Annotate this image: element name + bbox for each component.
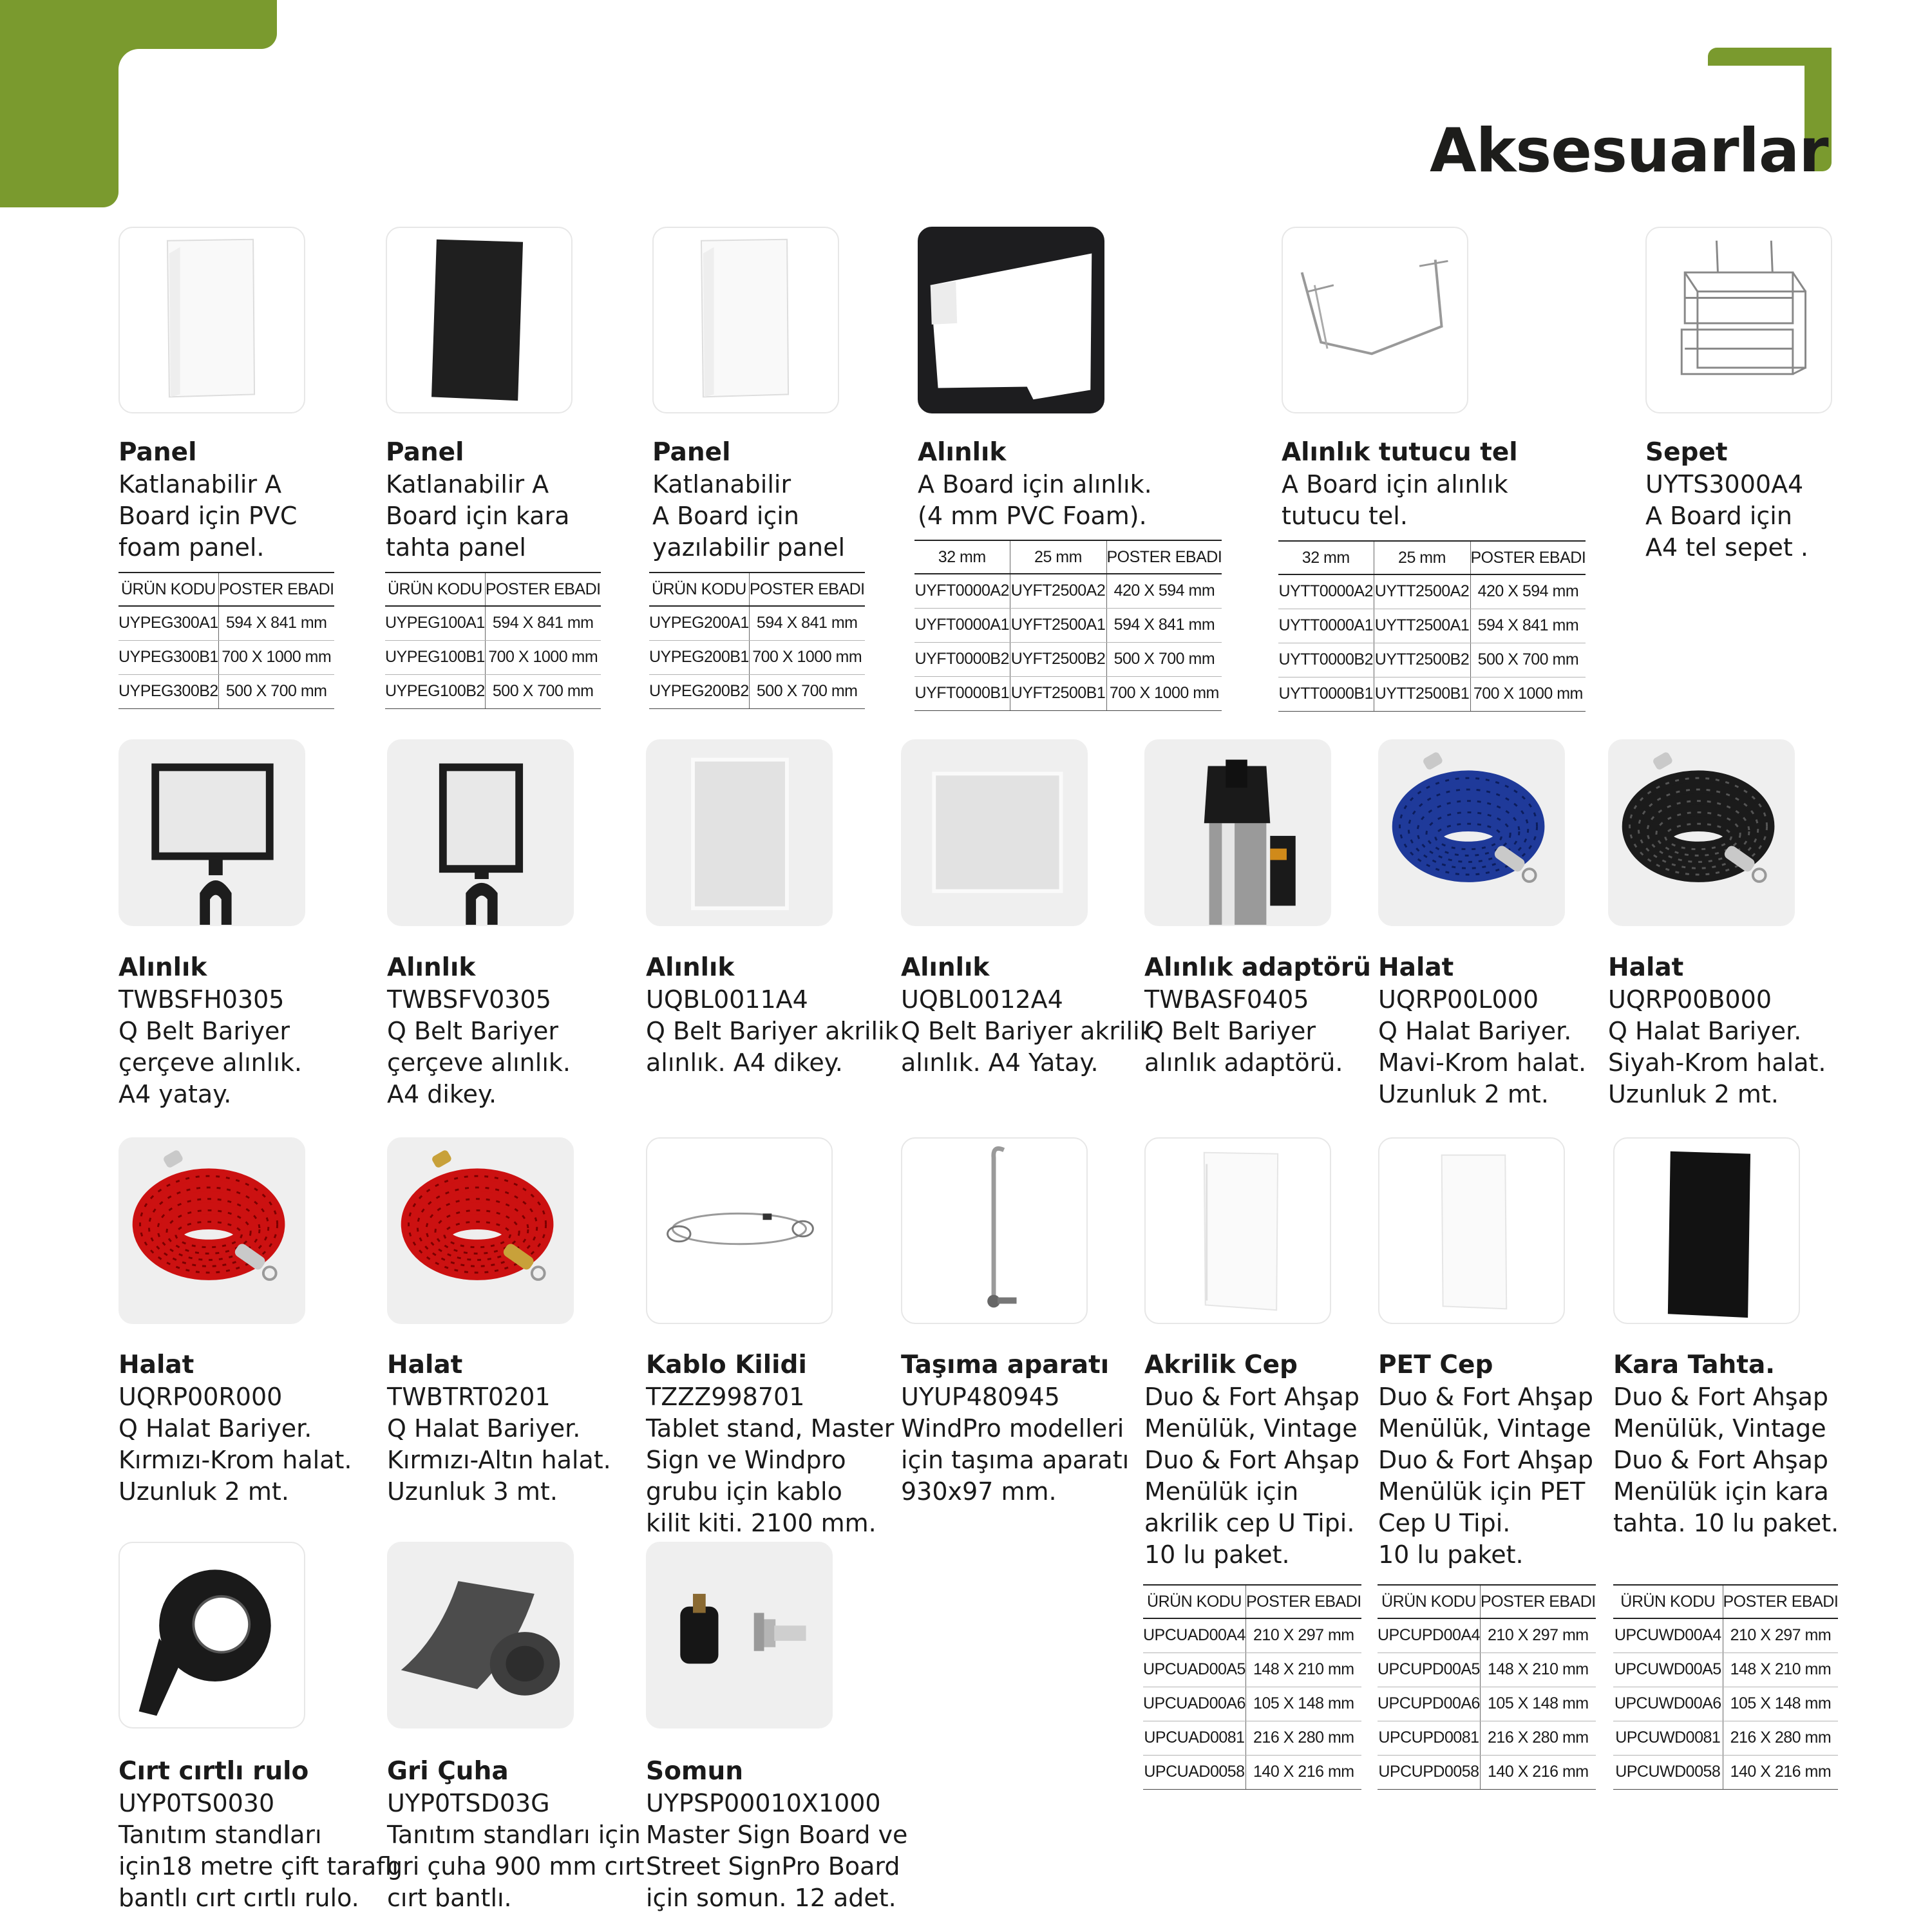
spec-table bbox=[118, 572, 334, 709]
table-cell: UYTT2500A1 bbox=[1374, 609, 1470, 643]
table-cell: UYFT0000B1 bbox=[914, 676, 1010, 710]
table-cell: 500 X 700 mm bbox=[1106, 642, 1222, 676]
product-text-line: Duo & Fort Ahşap bbox=[1378, 1446, 1594, 1474]
table-cell: UPCUWD0081 bbox=[1613, 1721, 1723, 1755]
table-row bbox=[118, 606, 334, 640]
table-cell: UPCUPD0081 bbox=[1378, 1721, 1480, 1755]
table-cell: 216 X 280 mm bbox=[1245, 1721, 1361, 1755]
black-panel-icon bbox=[386, 227, 573, 413]
table-cell: UPCUAD0058 bbox=[1143, 1755, 1245, 1789]
table-cell: 500 X 700 mm bbox=[218, 674, 334, 708]
table-cell: 594 X 841 mm bbox=[218, 606, 334, 640]
product-text-line: Tanıtım standları bbox=[118, 1821, 322, 1849]
product-text-line: Board için PVC bbox=[118, 502, 298, 530]
table-cell: UYFT0000A1 bbox=[914, 608, 1010, 642]
table-cell: UYPEG100A1 bbox=[385, 606, 485, 640]
product-text-line: Menülük, Vintage bbox=[1613, 1414, 1826, 1443]
table-row bbox=[385, 674, 601, 708]
table-cell: 105 X 148 mm bbox=[1480, 1687, 1595, 1721]
white-panel-icon bbox=[652, 227, 839, 413]
table-cell: UYFT2500A2 bbox=[1010, 574, 1106, 608]
table-cell: UYTT0000B1 bbox=[1278, 677, 1374, 711]
product-code: UQRP00R000 bbox=[118, 1383, 283, 1411]
header-board-icon bbox=[918, 227, 1104, 413]
table-row bbox=[1378, 1721, 1596, 1755]
velcro-roll-icon bbox=[118, 1542, 305, 1728]
product-description bbox=[918, 437, 1150, 532]
table-row bbox=[1278, 574, 1586, 609]
product-name: Alınlık bbox=[918, 438, 1007, 467]
table-cell: UYTT2500A2 bbox=[1374, 574, 1470, 609]
product-code: UYUP480945 bbox=[901, 1383, 1060, 1411]
product-name: Somun bbox=[646, 1757, 744, 1786]
table-header: POSTER EBADI bbox=[1470, 541, 1586, 574]
product-description bbox=[118, 952, 350, 1110]
product-code: TWBASF0405 bbox=[1144, 985, 1309, 1014]
product-text-line: Duo & Fort Ahşap bbox=[1144, 1446, 1360, 1474]
table-cell: UYPEG200A1 bbox=[649, 606, 749, 640]
table-row bbox=[1613, 1687, 1838, 1721]
product-text-line: A Board için alınlık. bbox=[918, 470, 1152, 498]
spec-table bbox=[649, 572, 865, 709]
table-row bbox=[914, 574, 1222, 608]
table-row bbox=[649, 640, 865, 674]
product-text-line: Board için kara bbox=[386, 502, 570, 530]
table-row bbox=[1278, 643, 1586, 677]
product-text-line: Duo & Fort Ahşap bbox=[1613, 1383, 1829, 1411]
table-row bbox=[1143, 1755, 1361, 1789]
product-code: UQBL0011A4 bbox=[646, 985, 808, 1014]
table-cell: 216 X 280 mm bbox=[1480, 1721, 1595, 1755]
nut-bolt-icon bbox=[646, 1542, 833, 1728]
product-text-line: yazılabilir panel bbox=[652, 533, 846, 562]
table-cell: 140 X 216 mm bbox=[1723, 1755, 1838, 1789]
post-adapter-icon bbox=[1144, 739, 1331, 926]
product-name: Halat bbox=[118, 1350, 194, 1379]
table-cell: 148 X 210 mm bbox=[1480, 1653, 1595, 1687]
table-cell: 105 X 148 mm bbox=[1723, 1687, 1838, 1721]
product-text-line: için somun. 12 adet. bbox=[646, 1884, 896, 1912]
product-text-line: tahta panel bbox=[386, 533, 526, 562]
table-cell: UYPEG100B1 bbox=[385, 640, 485, 674]
table-header: 32 mm bbox=[914, 540, 1010, 574]
table-header: 25 mm bbox=[1010, 540, 1106, 574]
table-cell: UYPEG300A1 bbox=[118, 606, 218, 640]
product-text-line: Kırmızı-Altın halat. bbox=[387, 1446, 611, 1474]
table-header: POSTER EBADI bbox=[1480, 1585, 1595, 1618]
product-text-line: Sign ve Windpro bbox=[646, 1446, 846, 1474]
table-cell: UYTT2500B2 bbox=[1374, 643, 1470, 677]
table-header: ÜRÜN KODU bbox=[649, 573, 749, 606]
product-text-line: Katlanabilir A bbox=[386, 470, 549, 498]
table-row bbox=[1378, 1687, 1596, 1721]
table-header: POSTER EBADI bbox=[1723, 1585, 1838, 1618]
product-text-line: Katlanabilir bbox=[652, 470, 791, 498]
product-description bbox=[1144, 952, 1376, 1079]
product-text-line: cırt bantlı. bbox=[387, 1884, 512, 1912]
table-cell: UYPEG300B1 bbox=[118, 640, 218, 674]
spec-table bbox=[914, 540, 1222, 711]
product-text-line: 930x97 mm. bbox=[901, 1477, 1057, 1506]
product-text-line: tutucu tel. bbox=[1282, 502, 1408, 530]
product-name: Sepet bbox=[1645, 438, 1728, 467]
product-description bbox=[387, 952, 619, 1110]
table-cell: 594 X 841 mm bbox=[1470, 609, 1586, 643]
table-header: ÜRÜN KODU bbox=[385, 573, 485, 606]
product-text-line: Katlanabilir A bbox=[118, 470, 282, 498]
product-text-line: Uzunluk 3 mt. bbox=[387, 1477, 558, 1506]
table-row bbox=[1378, 1653, 1596, 1687]
table-header: 32 mm bbox=[1278, 541, 1374, 574]
table-cell: 700 X 1000 mm bbox=[1106, 676, 1222, 710]
product-text-line: Duo & Fort Ahşap bbox=[1613, 1446, 1829, 1474]
table-cell: UPCUPD00A6 bbox=[1378, 1687, 1480, 1721]
product-code: TWBSFV0305 bbox=[387, 985, 551, 1014]
product-description bbox=[387, 1756, 645, 1914]
table-cell: 210 X 297 mm bbox=[1480, 1618, 1595, 1653]
table-cell: 500 X 700 mm bbox=[485, 674, 600, 708]
product-text-line: 10 lu paket. bbox=[1144, 1540, 1290, 1569]
product-name: Halat bbox=[1608, 953, 1684, 982]
product-name: Kablo Kilidi bbox=[646, 1350, 807, 1379]
product-name: Alınlık tutucu tel bbox=[1282, 438, 1518, 467]
product-text-line: kilit kiti. 2100 mm. bbox=[646, 1509, 876, 1537]
product-code: UYPSP00010X1000 bbox=[646, 1789, 881, 1817]
product-text-line: Menülük için PET bbox=[1378, 1477, 1586, 1506]
product-code: UYTS3000A4 bbox=[1645, 470, 1804, 498]
product-text-line: Uzunluk 2 mt. bbox=[1378, 1080, 1549, 1108]
product-text-line: Menülük, Vintage bbox=[1378, 1414, 1591, 1443]
table-header: ÜRÜN KODU bbox=[1613, 1585, 1723, 1618]
product-text-line: Menülük için kara bbox=[1613, 1477, 1829, 1506]
table-cell: 594 X 841 mm bbox=[485, 606, 600, 640]
product-text-line: alınlık adaptörü. bbox=[1144, 1048, 1343, 1077]
product-text-line: Street SignPro Board bbox=[646, 1852, 900, 1880]
table-cell: 594 X 841 mm bbox=[749, 606, 864, 640]
acrylic-portrait-icon bbox=[646, 739, 833, 926]
table-cell: 500 X 700 mm bbox=[749, 674, 864, 708]
table-cell: UYPEG300B2 bbox=[118, 674, 218, 708]
product-text-line: için18 metre çift taraflı bbox=[118, 1852, 399, 1880]
product-text-line: Q Halat Bariyer. bbox=[118, 1414, 312, 1443]
rope-red-gold-icon bbox=[387, 1137, 574, 1324]
table-header: POSTER EBADI bbox=[1245, 1585, 1361, 1618]
product-text-line: Tablet stand, Master bbox=[646, 1414, 895, 1443]
product-description bbox=[1645, 437, 1877, 564]
product-text-line: Q Belt Bariyer bbox=[387, 1017, 558, 1045]
table-row bbox=[1143, 1721, 1361, 1755]
product-text-line: A Board için alınlık bbox=[1282, 470, 1508, 498]
product-text-line: akrilik cep U Tipi. bbox=[1144, 1509, 1355, 1537]
product-text-line: tahta. 10 lu paket. bbox=[1613, 1509, 1839, 1537]
table-row bbox=[914, 642, 1222, 676]
product-text-line: Q Belt Bariyer akrilik bbox=[646, 1017, 899, 1045]
table-cell: 140 X 216 mm bbox=[1480, 1755, 1595, 1789]
table-row bbox=[1143, 1653, 1361, 1687]
table-cell: 700 X 1000 mm bbox=[485, 640, 600, 674]
table-row bbox=[1613, 1755, 1838, 1789]
table-cell: UYFT0000A2 bbox=[914, 574, 1010, 608]
product-text-line: Duo & Fort Ahşap bbox=[1144, 1383, 1360, 1411]
white-panel-icon bbox=[118, 227, 305, 413]
product-text-line: Q Halat Bariyer. bbox=[1378, 1017, 1572, 1045]
table-cell: UYTT0000A1 bbox=[1278, 609, 1374, 643]
product-text-line: Cep U Tipi. bbox=[1378, 1509, 1511, 1537]
product-code: UYP0TS0030 bbox=[118, 1789, 275, 1817]
table-header: POSTER EBADI bbox=[218, 573, 334, 606]
wire-basket-icon bbox=[1645, 227, 1832, 413]
product-text-line: A4 tel sepet . bbox=[1645, 533, 1808, 562]
table-row bbox=[914, 676, 1222, 710]
product-text-line: alınlık. A4 Yatay. bbox=[901, 1048, 1099, 1077]
product-description bbox=[118, 1756, 399, 1914]
pet-pocket-icon bbox=[1378, 1137, 1565, 1324]
table-header: POSTER EBADI bbox=[749, 573, 864, 606]
table-row bbox=[1613, 1618, 1838, 1653]
table-cell: 420 X 594 mm bbox=[1106, 574, 1222, 608]
product-name: Gri Çuha bbox=[387, 1757, 509, 1786]
rope-black-icon bbox=[1608, 739, 1795, 926]
table-cell: UYTT2500B1 bbox=[1374, 677, 1470, 711]
table-cell: 148 X 210 mm bbox=[1245, 1653, 1361, 1687]
cable-lock-icon bbox=[646, 1137, 833, 1324]
product-code: UYP0TSD03G bbox=[387, 1789, 550, 1817]
table-cell: 500 X 700 mm bbox=[1470, 643, 1586, 677]
table-cell: 105 X 148 mm bbox=[1245, 1687, 1361, 1721]
product-description bbox=[1144, 1349, 1376, 1571]
corner-accent bbox=[0, 0, 118, 207]
product-text-line: çerçeve alınlık. bbox=[387, 1048, 571, 1077]
product-text-line: Q Belt Bariyer akrilik bbox=[901, 1017, 1154, 1045]
table-row bbox=[649, 606, 865, 640]
acrylic-pocket-icon bbox=[1144, 1137, 1331, 1324]
rope-blue-icon bbox=[1378, 739, 1565, 926]
table-header: POSTER EBADI bbox=[485, 573, 600, 606]
product-name: Kara Tahta. bbox=[1613, 1350, 1776, 1379]
product-code: TWBTRT0201 bbox=[387, 1383, 551, 1411]
product-description bbox=[901, 1349, 1133, 1508]
product-text-line: Uzunluk 2 mt. bbox=[1608, 1080, 1779, 1108]
table-row bbox=[1613, 1653, 1838, 1687]
table-header: ÜRÜN KODU bbox=[1143, 1585, 1245, 1618]
table-cell: UYFT2500A1 bbox=[1010, 608, 1106, 642]
product-name: Alınlık bbox=[646, 953, 735, 982]
product-text-line: gri çuha 900 mm cırt bbox=[387, 1852, 645, 1880]
product-description bbox=[387, 1349, 619, 1508]
product-description bbox=[652, 437, 884, 564]
product-name: Akrilik Cep bbox=[1144, 1350, 1298, 1379]
table-header: 25 mm bbox=[1374, 541, 1470, 574]
product-code: TZZZ998701 bbox=[646, 1383, 805, 1411]
product-name: Taşıma aparatı bbox=[901, 1350, 1110, 1379]
table-cell: UYTT0000A2 bbox=[1278, 574, 1374, 609]
table-cell: UYPEG200B1 bbox=[649, 640, 749, 674]
product-description bbox=[1378, 1349, 1610, 1571]
product-code: UQRP00B000 bbox=[1608, 985, 1772, 1014]
product-text-line: alınlık. A4 dikey. bbox=[646, 1048, 843, 1077]
table-header: ÜRÜN KODU bbox=[1378, 1585, 1480, 1618]
spec-table bbox=[1143, 1584, 1361, 1790]
product-text-line: Master Sign Board ve bbox=[646, 1821, 908, 1849]
table-cell: 210 X 297 mm bbox=[1723, 1618, 1838, 1653]
product-text-line: (4 mm PVC Foam). bbox=[918, 502, 1147, 530]
table-cell: UYTT0000B2 bbox=[1278, 643, 1374, 677]
product-description bbox=[1613, 1349, 1845, 1539]
product-description bbox=[646, 1349, 895, 1539]
table-cell: UPCUAD00A6 bbox=[1143, 1687, 1245, 1721]
page-title: Aksesuarlar bbox=[1430, 116, 1828, 186]
table-header: ÜRÜN KODU bbox=[118, 573, 218, 606]
product-name: Alınlık bbox=[387, 953, 476, 982]
product-name: Halat bbox=[387, 1350, 463, 1379]
table-cell: UPCUPD0058 bbox=[1378, 1755, 1480, 1789]
table-row bbox=[385, 606, 601, 640]
table-cell: UPCUAD00A5 bbox=[1143, 1653, 1245, 1687]
table-cell: 700 X 1000 mm bbox=[218, 640, 334, 674]
product-text-line: Menülük, Vintage bbox=[1144, 1414, 1358, 1443]
product-description bbox=[1282, 437, 1518, 532]
product-text-line: A Board için bbox=[652, 502, 799, 530]
product-text-line: WindPro modelleri bbox=[901, 1414, 1124, 1443]
product-code: UQBL0012A4 bbox=[901, 985, 1063, 1014]
product-text-line: A4 yatay. bbox=[118, 1080, 232, 1108]
product-text-line: Mavi-Krom halat. bbox=[1378, 1048, 1587, 1077]
frame-portrait-icon bbox=[387, 739, 574, 926]
product-name: Panel bbox=[652, 438, 731, 467]
spec-table bbox=[385, 572, 601, 709]
product-text-line: Q Halat Bariyer. bbox=[387, 1414, 581, 1443]
table-cell: UYFT2500B2 bbox=[1010, 642, 1106, 676]
table-cell: 420 X 594 mm bbox=[1470, 574, 1586, 609]
table-cell: UPCUAD0081 bbox=[1143, 1721, 1245, 1755]
table-cell: UPCUAD00A4 bbox=[1143, 1618, 1245, 1653]
product-name: PET Cep bbox=[1378, 1350, 1493, 1379]
table-cell: UYPEG200B2 bbox=[649, 674, 749, 708]
table-row bbox=[1143, 1687, 1361, 1721]
product-description bbox=[118, 1349, 350, 1508]
product-name: Alınlık bbox=[901, 953, 990, 982]
table-cell: UPCUPD00A5 bbox=[1378, 1653, 1480, 1687]
table-cell: UPCUWD00A5 bbox=[1613, 1653, 1723, 1687]
product-text-line: 10 lu paket. bbox=[1378, 1540, 1524, 1569]
table-row bbox=[1378, 1618, 1596, 1653]
table-cell: 148 X 210 mm bbox=[1723, 1653, 1838, 1687]
product-description bbox=[646, 952, 899, 1079]
table-header: POSTER EBADI bbox=[1106, 540, 1222, 574]
table-row bbox=[914, 608, 1222, 642]
table-row bbox=[118, 640, 334, 674]
product-description bbox=[901, 952, 1154, 1079]
product-description bbox=[646, 1756, 908, 1914]
product-code: TWBSFH0305 bbox=[118, 985, 285, 1014]
table-cell: UYFT0000B2 bbox=[914, 642, 1010, 676]
table-row bbox=[118, 674, 334, 708]
table-cell: 594 X 841 mm bbox=[1106, 608, 1222, 642]
table-row bbox=[1278, 609, 1586, 643]
product-text-line: grubu için kablo bbox=[646, 1477, 842, 1506]
product-name: Panel bbox=[386, 438, 464, 467]
wire-holder-icon bbox=[1282, 227, 1468, 413]
product-name: Panel bbox=[118, 438, 197, 467]
table-cell: UPCUPD00A4 bbox=[1378, 1618, 1480, 1653]
product-description bbox=[1378, 952, 1610, 1110]
product-text-line: için taşıma aparatı bbox=[901, 1446, 1130, 1474]
spec-table bbox=[1278, 540, 1586, 712]
product-description bbox=[1608, 952, 1840, 1110]
table-cell: 140 X 216 mm bbox=[1245, 1755, 1361, 1789]
table-cell: 216 X 280 mm bbox=[1723, 1721, 1838, 1755]
table-cell: 210 X 297 mm bbox=[1245, 1618, 1361, 1653]
table-cell: 700 X 1000 mm bbox=[1470, 677, 1586, 711]
product-name: Alınlık adaptörü bbox=[1144, 953, 1371, 982]
product-text-line: Siyah-Krom halat. bbox=[1608, 1048, 1826, 1077]
table-cell: UPCUWD00A4 bbox=[1613, 1618, 1723, 1653]
product-description bbox=[386, 437, 618, 564]
product-text-line: Tanıtım standları için bbox=[387, 1821, 641, 1849]
product-text-line: Duo & Fort Ahşap bbox=[1378, 1383, 1594, 1411]
grey-felt-icon bbox=[387, 1542, 574, 1728]
table-row bbox=[1378, 1755, 1596, 1789]
frame-landscape-icon bbox=[118, 739, 305, 926]
table-row bbox=[649, 674, 865, 708]
product-name: Cırt cırtlı rulo bbox=[118, 1757, 309, 1786]
product-text-line: Q Halat Bariyer. bbox=[1608, 1017, 1802, 1045]
product-text-line: Q Belt Bariyer bbox=[1144, 1017, 1316, 1045]
product-text-line: A4 dikey. bbox=[387, 1080, 497, 1108]
table-row bbox=[1278, 677, 1586, 711]
chalkboard-icon bbox=[1613, 1137, 1800, 1324]
table-cell: UYFT2500B1 bbox=[1010, 676, 1106, 710]
product-text-line: Uzunluk 2 mt. bbox=[118, 1477, 289, 1506]
product-text-line: A Board için bbox=[1645, 502, 1792, 530]
table-cell: UPCUWD00A6 bbox=[1613, 1687, 1723, 1721]
product-code: UQRP00L000 bbox=[1378, 985, 1539, 1014]
product-name: Halat bbox=[1378, 953, 1454, 982]
table-row bbox=[1143, 1618, 1361, 1653]
product-text-line: foam panel. bbox=[118, 533, 265, 562]
carry-hook-icon bbox=[901, 1137, 1088, 1324]
table-row bbox=[1613, 1721, 1838, 1755]
table-row bbox=[385, 640, 601, 674]
spec-table bbox=[1378, 1584, 1596, 1790]
product-name: Alınlık bbox=[118, 953, 207, 982]
product-text-line: Q Belt Bariyer bbox=[118, 1017, 290, 1045]
table-cell: 700 X 1000 mm bbox=[749, 640, 864, 674]
product-text-line: Menülük için bbox=[1144, 1477, 1299, 1506]
product-description bbox=[118, 437, 350, 564]
table-cell: UYPEG100B2 bbox=[385, 674, 485, 708]
acrylic-landscape-icon bbox=[901, 739, 1088, 926]
product-text-line: bantlı cırt cırtlı rulo. bbox=[118, 1884, 359, 1912]
rope-red-chrome-icon bbox=[118, 1137, 305, 1324]
table-cell: UPCUWD0058 bbox=[1613, 1755, 1723, 1789]
product-text-line: Kırmızı-Krom halat. bbox=[118, 1446, 352, 1474]
corner-cutout bbox=[118, 49, 157, 88]
product-text-line: çerçeve alınlık. bbox=[118, 1048, 302, 1077]
spec-table bbox=[1613, 1584, 1838, 1790]
